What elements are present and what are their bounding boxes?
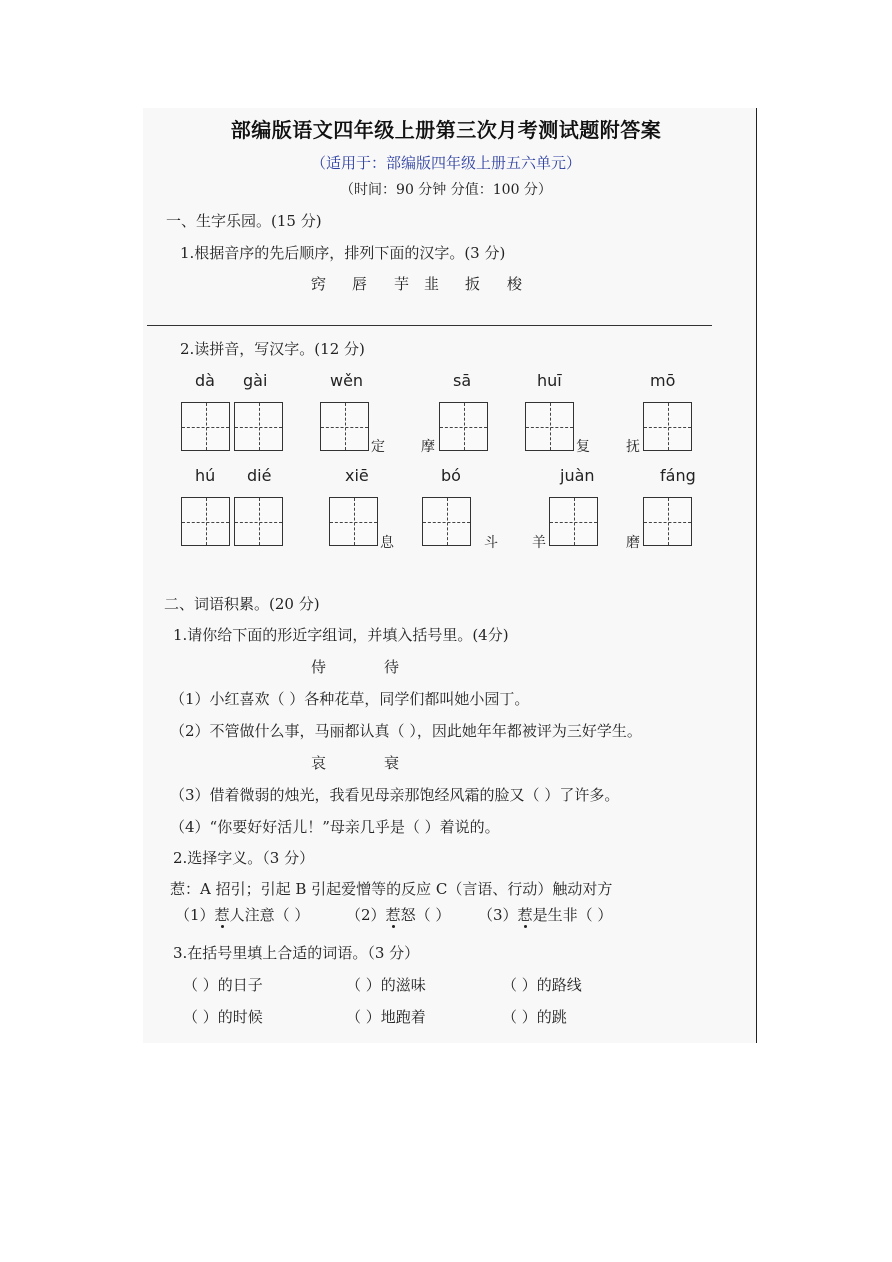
writing-box[interactable] xyxy=(181,497,230,546)
writing-box[interactable] xyxy=(643,497,692,546)
fill-phrase: （ ）的日子 xyxy=(183,976,263,994)
char-definition: 惹：A 招引；引起 B 引起爱憎等的反应 C（言语、行动）触动对方 xyxy=(170,880,613,898)
fill-sentence-2: （2）不管做什么事，马丽都认真（ ），因此她年年都被评为三好学生。 xyxy=(170,722,642,740)
writing-box[interactable] xyxy=(234,402,283,451)
exam-subtitle: （适用于：部编版四年级上册五六单元） xyxy=(310,154,581,172)
writing-box[interactable] xyxy=(329,497,378,546)
word-prefix-char: 抚 xyxy=(626,439,640,455)
fill-phrase: （ ）地跑着 xyxy=(346,1008,426,1026)
pinyin-label: gài xyxy=(243,371,268,390)
fill-phrase: （ ）的时候 xyxy=(183,1008,263,1026)
pinyin-label: dà xyxy=(195,371,215,390)
pinyin-label: juàn xyxy=(560,466,595,485)
meaning-item xyxy=(346,908,450,923)
writing-box[interactable] xyxy=(320,402,369,451)
writing-box[interactable] xyxy=(234,497,283,546)
order-char: 扳 xyxy=(465,275,481,293)
pinyin-label: huī xyxy=(537,371,562,390)
word-suffix-char: 定 xyxy=(371,439,385,455)
writing-box[interactable] xyxy=(549,497,598,546)
word-prefix-char: 羊 xyxy=(532,535,546,551)
question-2-3-prompt: 3.在括号里填上合适的词语。（3 分） xyxy=(173,944,420,962)
fill-sentence-4: （4）“你要好好活儿！”母亲几乎是（ ）着说的。 xyxy=(170,818,500,836)
question-1-1-prompt: 1.根据音序的先后顺序，排列下面的汉字。(3 分) xyxy=(180,244,506,262)
word-prefix-char: 摩 xyxy=(421,439,435,455)
question-2-1-prompt: 1.请你给下面的形近字组词，并填入括号里。(4分) xyxy=(173,626,509,644)
pinyin-label: bó xyxy=(441,466,461,485)
page-border-line xyxy=(756,108,757,1043)
pinyin-label: fáng xyxy=(660,466,696,485)
item-number: （2） xyxy=(346,906,386,924)
fill-phrase: （ ）的滋味 xyxy=(346,976,426,994)
question-2-2-prompt: 2.选择字义。（3 分） xyxy=(173,849,315,867)
word-suffix-char: 斗 xyxy=(484,535,498,551)
item-text: 人注意（ ） xyxy=(229,906,310,924)
exam-title: 部编版语文四年级上册第三次月考测试题附答案 xyxy=(230,118,662,142)
item-number: （1） xyxy=(175,906,215,924)
time-score-line: （时间：90 分钟 分值：100 分） xyxy=(340,182,552,198)
pinyin-label: mō xyxy=(650,371,676,390)
fill-phrase: （ ）的路线 xyxy=(502,976,582,994)
section-1-heading: 一、生字乐园。(15 分) xyxy=(166,212,322,230)
pinyin-label: dié xyxy=(247,466,272,485)
similar-char: 侍 xyxy=(311,658,327,676)
order-char: 芋 xyxy=(394,275,410,293)
writing-box[interactable] xyxy=(439,402,488,451)
pinyin-label: hú xyxy=(195,466,216,485)
dotted-char: 惹 xyxy=(517,906,533,924)
order-char: 梭 xyxy=(507,275,523,293)
similar-char: 待 xyxy=(384,658,400,676)
order-char: 窍 xyxy=(311,275,327,293)
order-char: 韭 xyxy=(424,275,440,293)
fill-phrase: （ ）的跳 xyxy=(502,1008,567,1026)
item-text: 是生非（ ） xyxy=(532,906,613,924)
divider-line xyxy=(147,325,712,326)
similar-char: 衰 xyxy=(384,754,400,772)
writing-box[interactable] xyxy=(643,402,692,451)
question-1-2-prompt: 2.读拼音，写汉字。(12 分) xyxy=(180,340,365,358)
dotted-char: 惹 xyxy=(385,906,401,924)
item-number: （3） xyxy=(478,906,518,924)
item-text: 怒（ ） xyxy=(400,906,451,924)
similar-char: 哀 xyxy=(311,754,327,772)
meaning-item xyxy=(175,908,309,923)
section-2-heading: 二、词语积累。(20 分) xyxy=(164,595,320,613)
fill-sentence-3: （3）借着微弱的烛光，我看见母亲那饱经风霜的脸又（ ）了许多。 xyxy=(170,786,620,804)
dotted-char: 惹 xyxy=(214,906,230,924)
word-suffix-char: 复 xyxy=(576,439,590,455)
pinyin-label: sā xyxy=(453,371,472,390)
meaning-item xyxy=(478,908,612,923)
fill-sentence-1: （1）小红喜欢（ ）各种花草，同学们都叫她小园丁。 xyxy=(170,690,530,708)
writing-box[interactable] xyxy=(181,402,230,451)
writing-box[interactable] xyxy=(422,497,471,546)
writing-box[interactable] xyxy=(525,402,574,451)
pinyin-label: wěn xyxy=(330,371,364,390)
pinyin-label: xiē xyxy=(345,466,369,485)
order-char: 唇 xyxy=(352,275,368,293)
word-suffix-char: 息 xyxy=(380,535,394,551)
word-prefix-char: 磨 xyxy=(626,535,640,551)
